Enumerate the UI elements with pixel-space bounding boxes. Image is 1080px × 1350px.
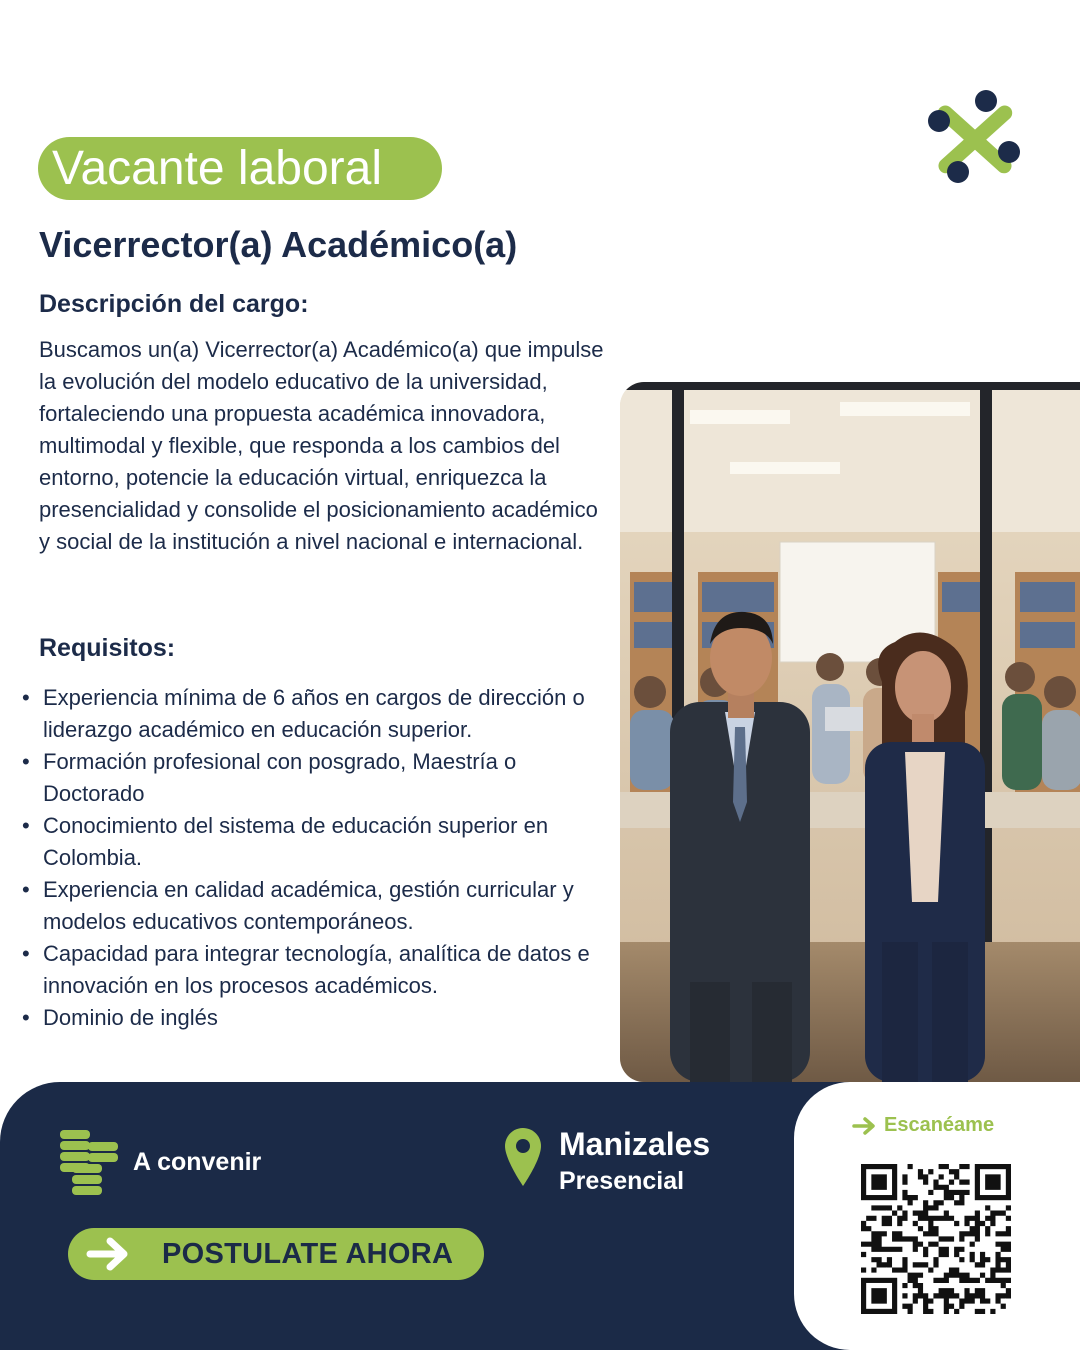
description-text: Buscamos un(a) Vicerrector(a) Académico(a) que impulse la evolución del modelo educativo de la universidad, fortaleciendo una propuesta académica innovadora, multimodal y flexible, que responda a los cambios del entorno, potencie la educación virtual, enriquezca la presencialidad y consolide el posicionamiento académico y social de la institución a nivel nacional e internacional. <box>39 337 604 554</box>
vacancy-badge: Vacante laboral <box>38 137 442 200</box>
arrow-right-icon <box>86 1236 132 1272</box>
scan-label: Escanéame <box>884 1114 995 1136</box>
job-title: Vicerrector(a) Académico(a) <box>39 224 518 265</box>
requirement-item: • Experiencia en calidad académica, gestión curricular y modelos educativos contemporáneos. <box>20 874 620 938</box>
requirement-item: • Formación profesional con posgrado, Maestría o Doctorado <box>20 746 620 810</box>
map-pin-icon <box>505 1128 541 1186</box>
apply-button-label: POSTULATE AHORA <box>162 1237 454 1270</box>
arrow-right-icon <box>852 1116 878 1136</box>
coins-stack-icon <box>58 1128 120 1196</box>
apply-button[interactable] <box>68 1228 484 1280</box>
requirement-item: • Experiencia mínima de 6 años en cargos de dirección o liderazgo académico en educación superior. <box>20 682 620 746</box>
brand-logo-icon <box>922 88 1026 188</box>
requirements-list <box>20 682 620 1034</box>
requirement-item: • Dominio de inglés <box>20 1002 620 1034</box>
staff-photo <box>620 382 1080 1082</box>
requirements-heading: Requisitos: <box>39 634 176 662</box>
work-modality: Presencial <box>559 1167 685 1195</box>
location-city: Manizales <box>559 1126 711 1162</box>
qr-code[interactable] <box>861 1164 1011 1314</box>
description-heading: Descripción del cargo: <box>39 290 309 318</box>
requirement-item: • Capacidad para integrar tecnología, analítica de datos e innovación en los procesos académicos. <box>20 938 620 1002</box>
scan-prompt <box>852 1114 994 1137</box>
requirement-item: • Conocimiento del sistema de educación superior en Colombia. <box>20 810 620 874</box>
salary-value: A convenir <box>133 1148 262 1176</box>
